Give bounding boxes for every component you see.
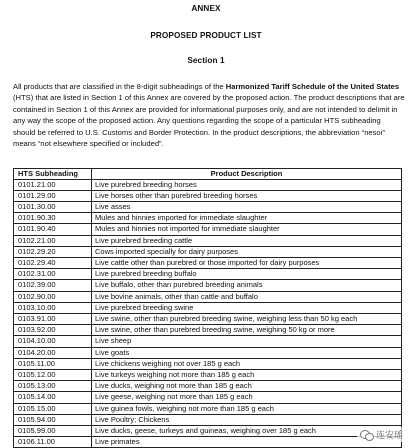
table-row [14, 370, 402, 381]
hts-code-cell: 0101.29.00 [14, 190, 92, 201]
table-row [14, 235, 402, 246]
hts-code-cell: 0102.21.00 [14, 235, 92, 246]
description-cell: Live guinea fowls, weighing not more than 185 g each [92, 403, 402, 414]
hts-code-cell: 0105.15.00 [14, 403, 92, 414]
description-cell: Live ducks, geese, turkeys and guineas, weighing over 185 g each [92, 426, 402, 437]
watermark-text: 连安瑶 [375, 430, 403, 440]
description-cell: Live horses other than purebred breeding horses [92, 190, 402, 201]
hts-code-cell: 0102.39.00 [14, 280, 92, 291]
hts-code-cell: 0102.31.00 [14, 269, 92, 280]
description-cell: Live bovine animals, other than cattle and buffalo [92, 291, 402, 302]
hts-code-cell: 0105.12.00 [14, 370, 92, 381]
table-row [14, 336, 402, 347]
hts-code-cell: 0104.20.00 [14, 347, 92, 358]
table-row [14, 325, 402, 336]
description-cell: Live swine, other than purebred breeding swine, weighing 50 kg or more [92, 325, 402, 336]
description-cell: Live ducks, weighing not more than 185 g each [92, 381, 402, 392]
table-row [14, 358, 402, 369]
description-cell: Live purebred breeding cattle [92, 235, 402, 246]
hts-code-cell: 0102.29.20 [14, 246, 92, 257]
description-cell: Mules and hinnies imported for immediate slaughter [92, 213, 402, 224]
description-cell: Live purebred breeding horses [92, 179, 402, 190]
description-cell: Live geese, weighing not more than 185 g each [92, 392, 402, 403]
hts-code-cell: 0105.99.00 [14, 426, 92, 437]
table-header-row [14, 169, 402, 180]
table-body [14, 179, 402, 448]
table-row [14, 269, 402, 280]
hts-code-cell: 0104.10.00 [14, 336, 92, 347]
description-cell: Live asses [92, 202, 402, 213]
hts-code-cell: 0101.90.30 [14, 213, 92, 224]
table-row [14, 302, 402, 313]
hts-code-cell: 0102.29.40 [14, 258, 92, 269]
hts-code-cell: 0101.90.40 [14, 224, 92, 235]
hts-code-cell: 0103.91.00 [14, 314, 92, 325]
description-cell: Live sheep [92, 336, 402, 347]
product-table [13, 168, 402, 448]
hts-code-cell: 0105.94.00 [14, 414, 92, 425]
table-row [14, 381, 402, 392]
table-row [14, 224, 402, 235]
intro-text-1: All products that are classified in the 8-digit subheadings of the [13, 82, 226, 91]
table-row [14, 426, 402, 437]
intro-hts-title: Harmonized Tariff Schedule of the United States [225, 82, 400, 91]
table-row [14, 347, 402, 358]
description-cell: Live primates [92, 437, 402, 448]
hts-code-cell: 0103.92.00 [14, 325, 92, 336]
description-cell: Live purebred breeding buffalo [92, 269, 402, 280]
column-header-description: Product Description [92, 169, 402, 180]
table-row [14, 202, 402, 213]
description-cell: Cows imported specially for dairy purposes [92, 246, 402, 257]
annex-heading: ANNEX [191, 4, 221, 13]
hts-code-cell: 0106.11.00 [14, 437, 92, 448]
table-row [14, 179, 402, 190]
hts-code-cell: 0102.90.00 [14, 291, 92, 302]
description-cell: Mules and hinnies not imported for immediate slaughter [92, 224, 402, 235]
table-row [14, 392, 402, 403]
description-cell: Live chickens weighing not over 185 g each [92, 358, 402, 369]
table-row [14, 437, 402, 448]
hts-code-cell: 0101.30.00 [14, 202, 92, 213]
table-row [14, 403, 402, 414]
table-row [14, 213, 402, 224]
column-header-hts: HTS Subheading [14, 169, 92, 180]
hts-code-cell: 0105.13.00 [14, 381, 92, 392]
table-row [14, 190, 402, 201]
hts-code-cell: 0101.21.00 [14, 179, 92, 190]
table-row [14, 414, 402, 425]
hts-code-cell: 0105.11.00 [14, 358, 92, 369]
wechat-icon [360, 429, 373, 440]
intro-text-2: (HTS) that are listed in Section 1 of this Annex are covered by the proposed action. The product descriptions that are contained in Section 1 of this Annex are provided for informational purposes only, and are not intended to delimit in any way the scope of the proposed action. Any questions regarding the scope of a particular HTS subheading should be referred to U.S. Customs and Border Protection. In the product descriptions, the abbreviation “nesoi” means “not elsewhere specified or included”. [13, 93, 405, 149]
table-row [14, 258, 402, 269]
description-cell: Live purebred breeding swine [92, 302, 402, 313]
table-row [14, 314, 402, 325]
description-cell: Live turkeys weighing not more than 185 g each [92, 370, 402, 381]
description-cell: Live Poultry; Chickens [92, 414, 402, 425]
description-cell: Live goats [92, 347, 402, 358]
table-row [14, 280, 402, 291]
table-row [14, 246, 402, 257]
watermark [357, 427, 406, 442]
hts-code-cell: 0103.10.00 [14, 302, 92, 313]
intro-paragraph [13, 81, 405, 149]
description-cell: Live buffalo, other than purebred breeding animals [92, 280, 402, 291]
document-title: PROPOSED PRODUCT LIST [150, 31, 262, 40]
table-row [14, 291, 402, 302]
description-cell: Live cattle other than purebred or those imported for dairy purposes [92, 258, 402, 269]
description-cell: Live swine, other than purebred breeding swine, weighing less than 50 kg each [92, 314, 402, 325]
section-heading: Section 1 [187, 56, 225, 65]
hts-code-cell: 0105.14.00 [14, 392, 92, 403]
